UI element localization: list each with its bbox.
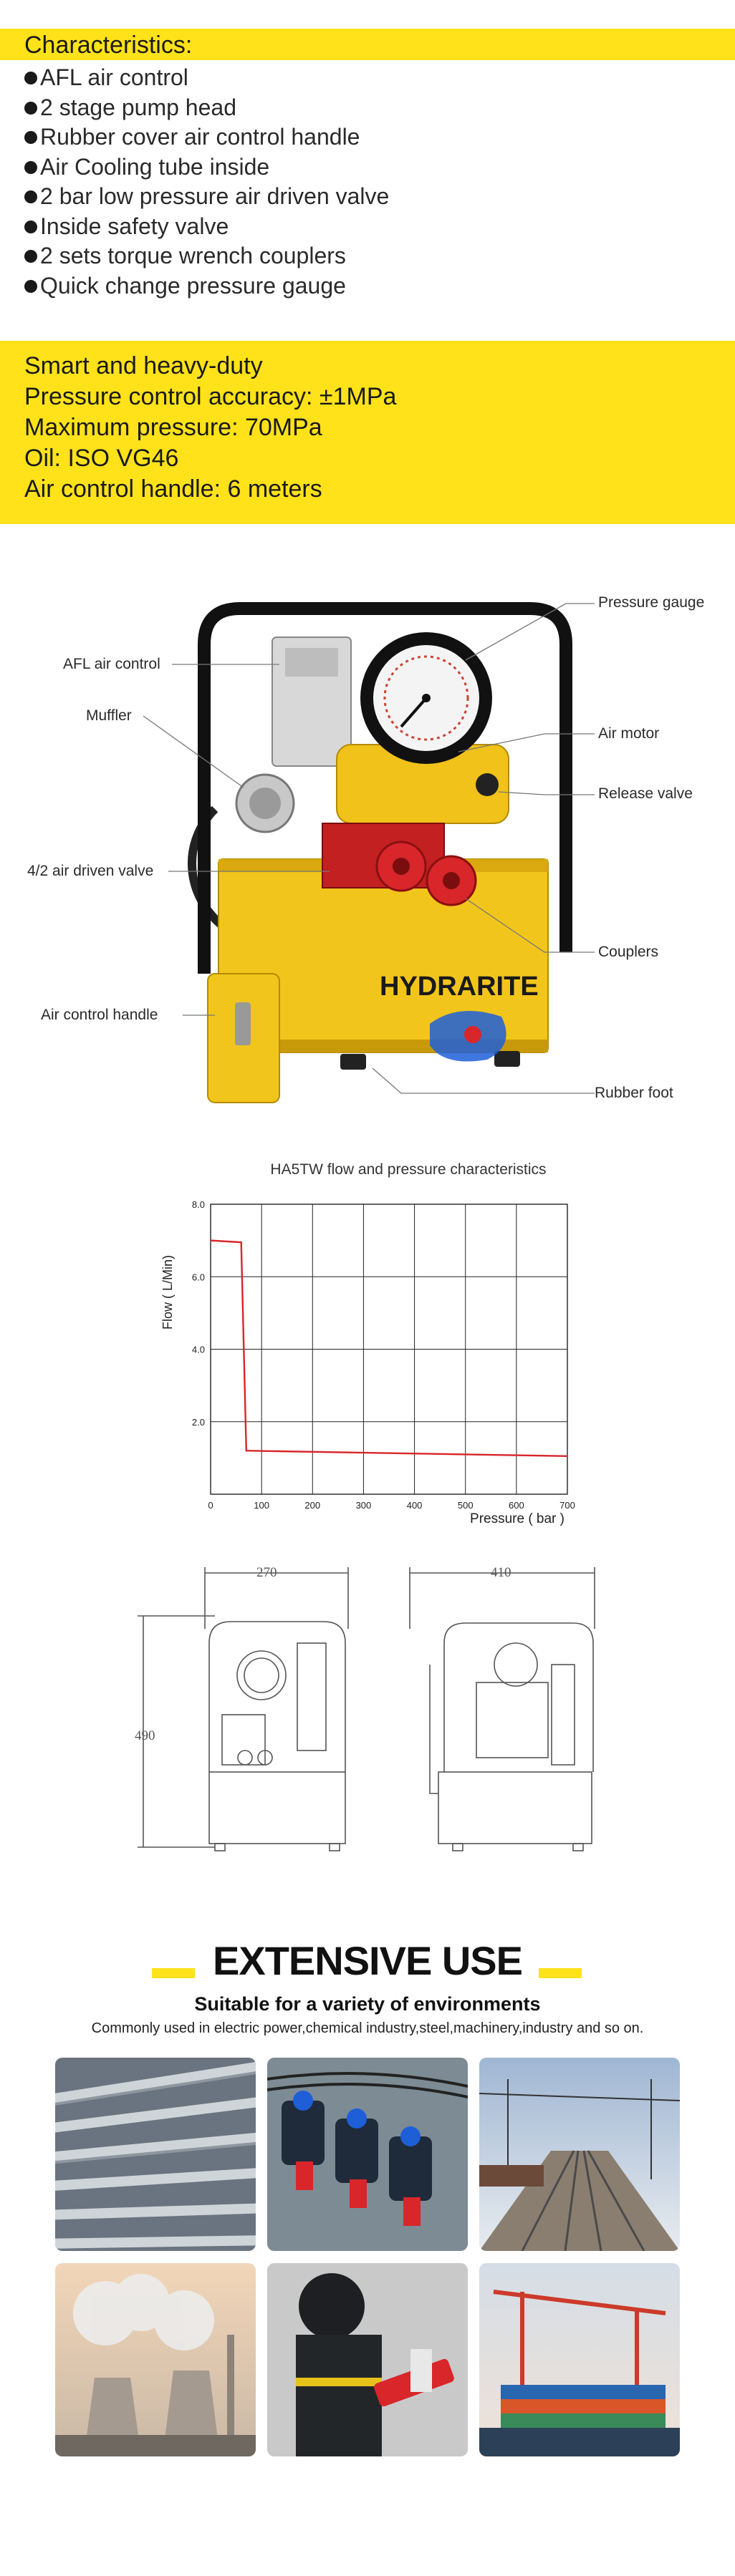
characteristic-item: Inside safety valve — [24, 212, 389, 242]
bullet-icon — [24, 131, 37, 144]
photo-wrenches — [267, 2058, 468, 2251]
characteristic-item: Air Cooling tube inside — [24, 152, 389, 183]
release-valve — [476, 773, 499, 796]
characteristic-item: Quick change pressure gauge — [24, 271, 389, 301]
dimension-drawings — [0, 1557, 735, 1865]
callout-afl-air-control: AFL air control — [63, 656, 160, 672]
brand-logo: HYDRARITE — [380, 972, 539, 1002]
chart-ticks — [192, 1199, 575, 1511]
side-view-drawing — [410, 1567, 595, 1851]
characteristic-item: 2 stage pump head — [24, 93, 389, 123]
x-tick-label: 100 — [254, 1500, 269, 1511]
x-tick-label: 400 — [406, 1500, 423, 1511]
x-tick-label: 500 — [457, 1500, 474, 1511]
characteristic-item: AFL air control — [24, 63, 389, 93]
bullet-icon — [24, 221, 37, 233]
extensive-use-description: Commonly used in electric power,chemical industry,steel,machinery,industry and so on. — [91, 2020, 644, 2036]
dimension-width-front: 270 — [256, 1565, 277, 1580]
bullet-icon — [24, 250, 37, 263]
bullet-icon — [24, 72, 37, 84]
data-point — [246, 1450, 247, 1451]
rubber-foot-mid — [340, 1054, 366, 1070]
photo-railway — [479, 2058, 680, 2251]
x-tick-label: 200 — [304, 1500, 321, 1511]
extensive-use-title: EXTENSIVE USE — [212, 1938, 523, 1983]
extensive-use-subtitle: Suitable for a variety of environments — [194, 1993, 541, 2015]
x-tick-label: 300 — [355, 1500, 372, 1511]
callout-line-muffler — [143, 716, 244, 788]
callout-rubber-foot: Rubber foot — [595, 1085, 673, 1101]
callout-pressure-gauge: Pressure gauge — [598, 594, 705, 611]
bullet-icon — [24, 161, 37, 174]
characteristics-title: Characteristics: — [24, 32, 193, 59]
x-tick-label: 0 — [208, 1500, 213, 1511]
spec-item: Pressure control accuracy: ±1MPa — [24, 383, 397, 410]
callout-air-control-handle: Air control handle — [41, 1007, 158, 1023]
data-point — [241, 1241, 242, 1243]
spec-item: Oil: ISO VG46 — [24, 445, 179, 472]
characteristics-list — [24, 63, 389, 301]
photo-pipes — [55, 2058, 256, 2251]
pump-illustration — [0, 566, 735, 1124]
photo-cooling-towers — [55, 2263, 256, 2456]
bullet-icon — [24, 280, 37, 293]
callout-muffler: Muffler — [86, 707, 132, 724]
y-tick-label: 4.0 — [191, 1344, 205, 1355]
chart-ylabel: Flow ( L/Min) — [160, 1254, 175, 1330]
data-point — [567, 1456, 568, 1457]
dimension-width-side: 410 — [491, 1565, 511, 1580]
callout-release-valve: Release valve — [598, 785, 693, 802]
callout-air-motor: Air motor — [598, 725, 660, 742]
spec-item: Smart and heavy-duty — [24, 352, 263, 379]
bullet-icon — [24, 102, 37, 115]
x-tick-label: 600 — [509, 1500, 524, 1511]
callout-line-rubber-foot — [373, 1068, 595, 1093]
spec-list — [24, 351, 396, 505]
spec-item: Maximum pressure: 70MPa — [24, 414, 322, 441]
characteristic-item: 2 bar low pressure air driven valve — [24, 182, 389, 212]
y-tick-label: 2.0 — [191, 1416, 205, 1428]
y-tick-label: 6.0 — [191, 1272, 205, 1283]
photo-worker — [267, 2263, 468, 2456]
data-point — [210, 1240, 211, 1241]
rubber-foot-right — [494, 1051, 520, 1067]
callout-couplers: Couplers — [598, 944, 659, 960]
chart-xlabel: Pressure ( bar ) — [470, 1511, 565, 1526]
characteristic-item: 2 sets torque wrench couplers — [24, 241, 389, 271]
characteristic-item: Rubber cover air control handle — [24, 122, 389, 152]
dimension-height: 490 — [135, 1728, 155, 1743]
front-view-drawing — [138, 1567, 348, 1851]
y-tick-label: 8.0 — [191, 1199, 205, 1210]
flow-pressure-chart — [143, 1188, 587, 1539]
series-line-flow — [211, 1241, 567, 1456]
callout-line-release-valve — [499, 792, 595, 795]
chart-title: HA5TW flow and pressure characteristics — [270, 1161, 547, 1178]
x-tick-label: 700 — [559, 1500, 575, 1511]
photo-container-port — [479, 2263, 680, 2456]
spec-item: Air control handle: 6 meters — [24, 475, 322, 503]
callout-air-driven-valve: 4/2 air driven valve — [27, 863, 154, 879]
chart-series — [210, 1240, 568, 1457]
bullet-icon — [24, 190, 37, 203]
